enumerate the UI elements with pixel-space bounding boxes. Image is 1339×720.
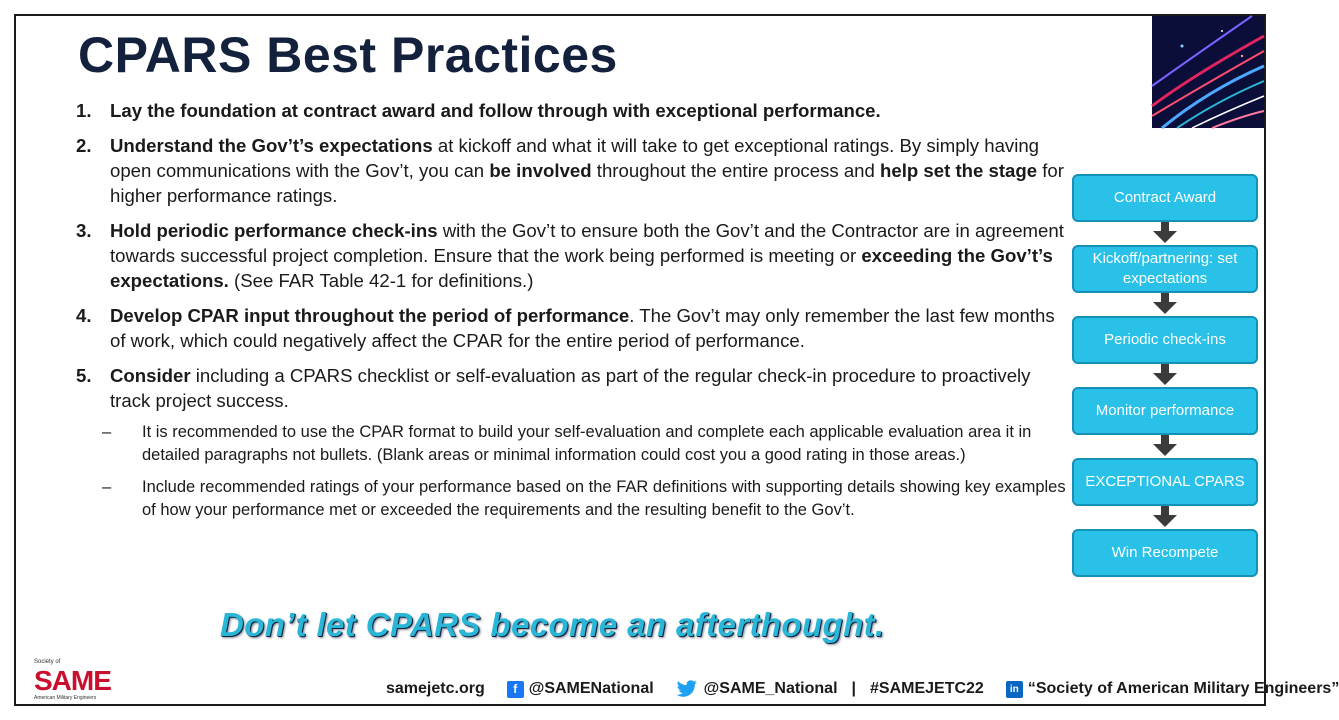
tagline: Don’t let CPARS become an afterthought. [220,606,885,643]
down-arrow-icon [1072,506,1258,529]
item-text: help set the stage [880,160,1038,181]
flow-step-kickoff: Kickoff/partnering: set expectations [1072,245,1258,293]
list-item [76,303,1066,353]
sub-item-text: It is recommended to use the CPAR format to build your self-evaluation and complete each applicable evaluation area it in detailed paragraphs not bullets. (Blank areas or minimal information could cost you a good rating in those areas.) [142,423,1032,464]
abstract-lines-image [1152,16,1264,128]
item-text: Develop CPAR input throughout the period of performance [110,305,630,326]
facebook-icon: f [507,681,524,698]
item-text: at kickoff and what it will take to get exceptional ratings. By simply having open communications with the Gov’t, you can [110,135,1040,181]
list-item [76,133,1066,208]
down-arrow-icon [1072,435,1258,458]
item-text: Consider [110,365,191,386]
item-text: with the Gov’t to ensure both the Gov’t and the Contractor are in agreement towards successful project completion. Ensure that the work being performed is meeting or [110,220,1064,266]
dash-bullet: – [102,423,112,441]
flow-step-win-recompete: Win Recompete [1072,529,1258,577]
logo-sub-text: American Military Engineers [34,695,97,701]
list-item [76,363,1066,522]
linkedin-name[interactable]: “Society of American Military Engineers” [1027,680,1339,697]
item-text: including a CPARS checklist or self-evaluation as part of the regular check-in procedure to proactively track project success. [110,365,1031,411]
item-number: 1. [76,100,92,121]
item-number: 4. [76,305,92,326]
item-text: be involved [489,160,592,181]
flow-step-check-ins: Periodic check-ins [1072,316,1258,364]
item-text: throughout the entire process and [591,160,881,181]
item-number: 3. [76,220,92,241]
flow-step-contract-award: Contract Award [1072,174,1258,222]
sub-list-item [102,476,1066,522]
sub-list [102,421,1066,522]
item-text: exceeding the Gov’t’s expectations. [110,245,1053,291]
item-number: 5. [76,365,92,386]
footer-separator: | [851,680,856,697]
website-link[interactable]: samejetc.org [386,680,485,697]
down-arrow-icon [1072,222,1258,245]
facebook-handle[interactable]: @SAMENational [528,680,654,697]
twitter-icon [676,680,698,698]
item-text: Hold periodic performance check-ins [110,220,438,241]
item-text: for higher performance ratings. [110,160,1064,206]
slide-title: CPARS Best Practices [78,27,618,83]
list-item [76,218,1066,293]
best-practices-list [76,98,1066,532]
twitter-handle[interactable]: @SAME_National [703,680,838,697]
down-arrow-icon [1072,293,1258,316]
item-text: Understand the Gov’t’s expectations [110,135,433,156]
down-arrow-icon [1072,364,1258,387]
dash-bullet: – [102,478,112,496]
logo-small-text: Society of [34,659,61,665]
process-flowchart [1072,174,1260,577]
list-item [76,98,1066,123]
sub-item-text: Include recommended ratings of your performance based on the FAR definitions with supporting details showing key examples of how your performance met or exceeded the requirements and the resulting benefit to the Gov’t. [142,478,1066,519]
footer [386,680,1339,698]
flow-step-exceptional: EXCEPTIONAL CPARS [1072,458,1258,506]
slide [14,14,1339,706]
item-text: . The Gov’t may only remember the last few months of work, which could negatively affect the CPAR for the entire period of performance. [110,305,1055,351]
flow-step-monitor: Monitor performance [1072,387,1258,435]
item-text: (See FAR Table 42-1 for definitions.) [228,270,534,291]
logo-main-text: SAME [34,665,111,696]
linkedin-icon: in [1006,681,1023,698]
item-number: 2. [76,135,92,156]
sub-list-item [102,421,1066,467]
item-text: Lay the foundation at contract award and follow through with exceptional performance. [110,100,881,121]
hashtag[interactable]: #SAMEJETC22 [870,680,984,697]
same-logo [32,659,112,701]
